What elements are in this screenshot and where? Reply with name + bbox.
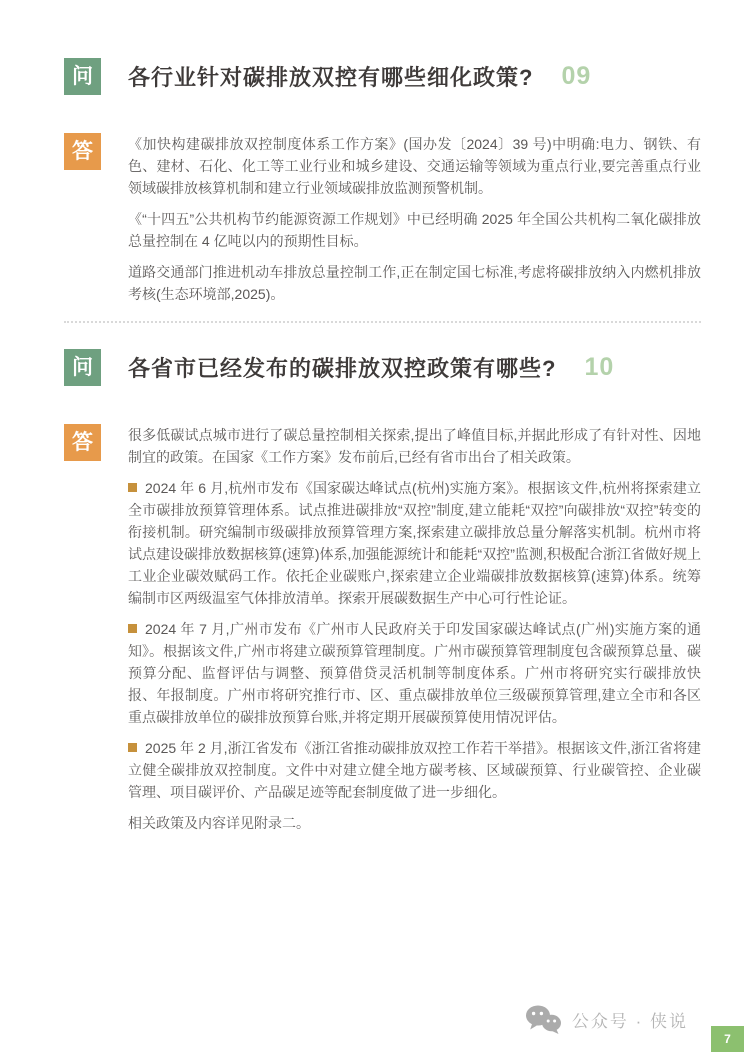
question-badge: 问 [64,58,101,95]
footer-brand [525,1004,688,1034]
bullet-square-icon [128,483,137,492]
answer-badge: 答 [64,133,101,170]
answer-body [128,133,701,305]
qa-section-09 [64,58,701,305]
wechat-icon [525,1004,562,1034]
question-number: 10 [584,353,615,381]
answer-paragraph: 道路交通部门推进机动车排放总量控制工作,正在制定国七标准,考虑将碳排放纳入内燃机排放考核(生态环境部,2025)。 [128,264,701,302]
qa-section-10 [64,349,701,834]
answer-paragraph: 《加快构建碳排放双控制度体系工作方案》(国办发〔2024〕39 号)中明确:电力、钢铁、有色、建材、石化、化工等工业行业和城乡建设、交通运输等领域为重点行业,要完善重点行业领域碳排放核算机制和建立行业领域碳排放监测预警机制。 [128,136,701,196]
bullet-square-icon [128,743,137,752]
answer-block [64,424,701,834]
answer-block [64,133,701,305]
question-title: 各省市已经发布的碳排放双控政策有哪些? [128,356,557,381]
question-header [64,349,701,386]
answer-paragraph: 相关政策及内容详见附录二。 [128,815,310,831]
answer-paragraph: 《“十四五”公共机构节约能源资源工作规划》中已经明确 2025 年全国公共机构二氧化碳排放总量控制在 4 亿吨以内的预期性目标。 [128,211,701,249]
page-number-badge: 7 [711,1026,744,1052]
answer-paragraph: 2024 年 7 月,广州市发布《广州市人民政府关于印发国家碳达峰试点(广州)实施方案的通知》。根据该文件,广州市将建立碳预算管理制度。广州市碳预算管理制度包含碳预算总量、碳预算分配、监督评估与调整、预算借贷灵活机制等制度体系。广州市将研究实行碳排放快报、年报制度。广州市将研究推行市、区、重点碳排放单位三级碳预算管理,建立全市和各区重点碳排放单位的碳排放预算台账,并将定期开展碳预算使用情况评估。 [128,621,701,725]
answer-paragraph: 很多低碳试点城市进行了碳总量控制相关探索,提出了峰值目标,并据此形成了有针对性、因地制宜的政策。在国家《工作方案》发布前后,已经有省市出台了相关政策。 [128,427,701,465]
answer-paragraph: 2025 年 2 月,浙江省发布《浙江省推动碳排放双控工作若干举措》。根据该文件,浙江省将建立健全碳排放双控制度。文件中对建立健全地方碳考核、区域碳预算、行业碳管控、企业碳管理、项目碳评价、产品碳足迹等配套制度做了进一步细化。 [128,740,701,800]
bullet-square-icon [128,624,137,633]
answer-body [128,424,701,834]
footer-brand-label: 公众号 · 侠说 [571,1011,688,1031]
answer-badge: 答 [64,424,101,461]
question-number: 09 [561,62,592,90]
question-badge: 问 [64,349,101,386]
question-title: 各行业针对碳排放双控有哪些细化政策? [128,65,534,90]
question-header [64,58,701,95]
dotted-divider [64,321,701,323]
answer-paragraph: 2024 年 6 月,杭州市发布《国家碳达峰试点(杭州)实施方案》。根据该文件,杭州将探索建立全市碳排放预算管理体系。试点推进碳排放“双控”制度,建立能耗“双控”向碳排放“双控”转变的衔接机制。研究编制市级碳排放预算管理方案,探索建立碳排放总量分解落实机制。杭州市将试点建设碳排放数据核算(速算)体系,加强能源统计和能耗“双控”监测,积极配合浙江省做好规上工业企业碳效赋码工作。依托企业碳账户,探索建立企业端碳排放数据核算(速算)体系。统筹编制市区两级温室气体排放清单。探索开展碳数据生产中心可行性论证。 [128,480,701,606]
